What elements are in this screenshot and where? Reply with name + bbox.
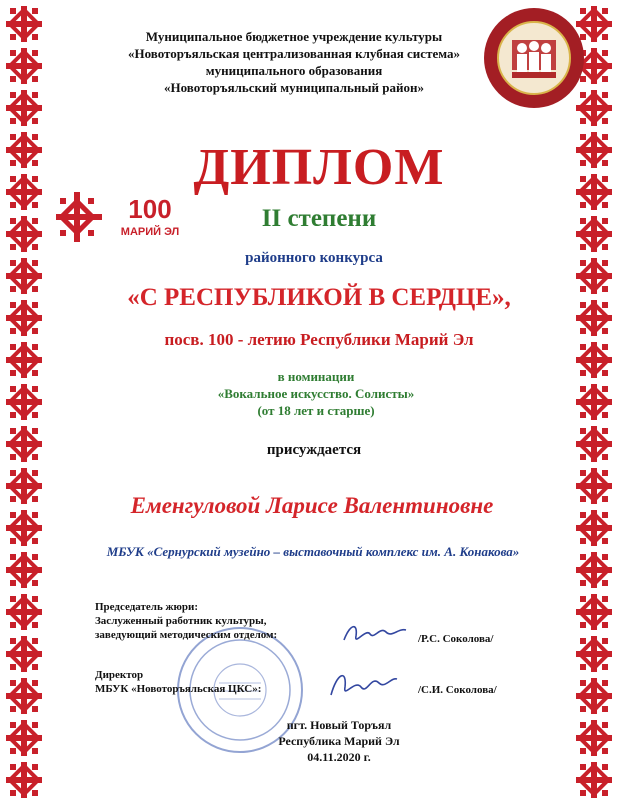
chair-name: /Р.С. Соколова/ [418, 633, 494, 645]
director-title-line-1: Директор [95, 669, 144, 681]
recipient-organization: МБУК «Сернурский музейно – выставочный комплекс им. А. Конакова» [106, 544, 520, 559]
chair-title-line-1: Председатель жюри: [95, 601, 199, 613]
chair-title-line-2: Заслуженный работник культуры, [95, 615, 267, 627]
contest-name: «С РЕСПУБЛИКОЙ В СЕРДЦЕ», [127, 284, 511, 311]
nomination-name: «Вокальное искусство. Солисты» [217, 386, 415, 401]
diploma-title: ДИПЛОМ [193, 139, 445, 196]
logo-number: 100 [128, 194, 172, 224]
director-title-line-2: МБУК «Новоторъяльская ЦКС»: [95, 683, 262, 695]
issue-place-1: пгт. Новый Торъял [286, 718, 392, 732]
director-signature [325, 665, 400, 703]
nomination-block [14, 368, 618, 419]
issue-place-2: Республика Марий Эл [278, 734, 400, 748]
header-line-4: «Новоторъяльский муниципальный район» [164, 80, 424, 95]
contest-type: районного конкурса [245, 250, 383, 266]
logo-text: МАРИЙ ЭЛ [120, 226, 180, 238]
chair-signature [340, 618, 410, 652]
header-line-2: «Новоторъяльская централизованная клубная система» [128, 46, 460, 61]
issue-date: 04.11.2020 г. [307, 750, 371, 764]
club-system-emblem [482, 6, 586, 110]
director-name: /С.И. Соколова/ [418, 684, 497, 696]
recipient-name: Еменгуловой Ларисе Валентиновне [130, 493, 494, 518]
director-title [95, 668, 261, 696]
header-line-3: муниципального образования [205, 63, 383, 78]
header-line-1: Муниципальное бюджетное учреждение культуры [145, 29, 443, 44]
awarded-label: присуждается [266, 442, 362, 458]
chair-title-line-3: заведующий методическим отделом: [95, 629, 278, 641]
diploma-degree: II степени [261, 205, 377, 232]
contest-dedication: посв. 100 - летию Республики Марий Эл [164, 330, 474, 349]
chair-title [95, 600, 277, 642]
issue-place-date [60, 717, 618, 765]
nomination-age: (от 18 лет и старше) [257, 403, 375, 418]
nomination-intro: в номинации [277, 369, 355, 384]
